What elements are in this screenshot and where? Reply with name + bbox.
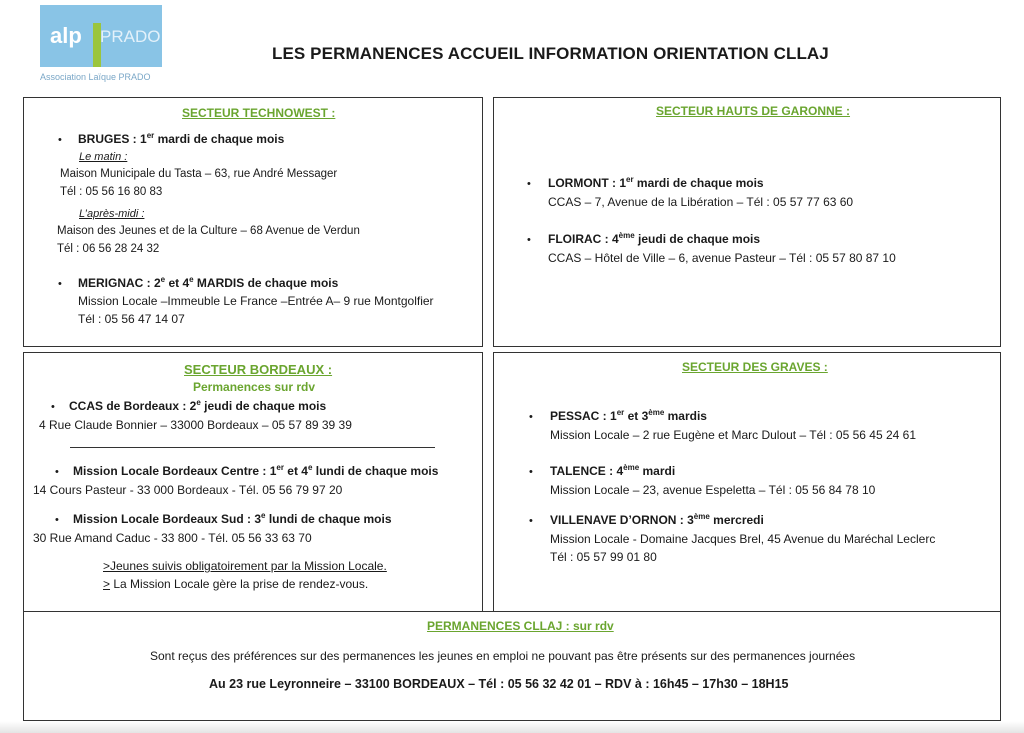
- cllaj-address: Au 23 rue Leyronneire – 33100 BORDEAUX – Tél : 05 56 32 42 01 – RDV à : 16h45 – 17h30 – 18H15: [209, 677, 789, 691]
- bullet-icon: •: [527, 234, 531, 246]
- technowest-header: SECTEUR TECHNOWEST :: [182, 106, 336, 120]
- logo-association-text: Association Laïque PRADO: [40, 72, 151, 82]
- logo-alp-text: alp: [50, 23, 82, 48]
- logo-prado-text: PRADO: [100, 27, 161, 46]
- villenave-heading: VILLENAVE D’ORNON : 3ème mercredi: [550, 512, 764, 527]
- mission-locale-centre-address: 14 Cours Pasteur - 33 000 Bordeaux - Tél. 05 56 79 97 20: [33, 483, 343, 497]
- bullet-icon: •: [51, 401, 55, 413]
- lormont-address: CCAS – 7, Avenue de la Libération – Tél : 05 57 77 63 60: [548, 195, 854, 209]
- bullet-icon: •: [58, 134, 62, 146]
- apres-midi-tel: Tél : 06 56 28 24 32: [57, 243, 160, 255]
- note-jeunes-suivis: >Jeunes suivis obligatoirement par la Mission Locale.: [103, 559, 387, 573]
- merignac-tel: Tél : 05 56 47 14 07: [78, 312, 185, 326]
- bullet-icon: •: [55, 466, 59, 478]
- bruges-heading: BRUGES : 1er mardi de chaque mois: [78, 131, 285, 146]
- villenave-tel: Tél : 05 57 99 01 80: [550, 550, 657, 564]
- floirac-heading: FLOIRAC : 4ème jeudi de chaque mois: [548, 231, 761, 246]
- merignac-heading: MERIGNAC : 2e et 4e MARDIS de chaque mois: [78, 275, 339, 290]
- mission-locale-sud-heading: Mission Locale Bordeaux Sud : 3e lundi de chaque mois: [73, 511, 392, 526]
- hauts-de-garonne-box: [493, 97, 1001, 347]
- bullet-icon: •: [527, 178, 531, 190]
- divider: [70, 447, 435, 448]
- bullet-icon: •: [55, 514, 59, 526]
- bordeaux-header: SECTEUR BORDEAUX :: [184, 362, 333, 377]
- ccas-bordeaux-address: 4 Rue Claude Bonnier – 33000 Bordeaux – 05 57 89 39 39: [39, 418, 352, 432]
- floirac-address: CCAS – Hôtel de Ville – 6, avenue Pasteur – Tél : 05 57 80 87 10: [548, 251, 896, 265]
- merignac-address: Mission Locale –Immeuble Le France –Entrée A– 9 rue Montgolfier: [78, 294, 434, 308]
- matin-label: Le matin :: [79, 151, 128, 163]
- apres-midi-label: L’après-midi :: [79, 208, 145, 220]
- ccas-bordeaux-heading: CCAS de Bordeaux : 2e jeudi de chaque mois: [69, 398, 327, 413]
- alp-prado-logo: [40, 5, 162, 83]
- page-title: LES PERMANENCES ACCUEIL INFORMATION ORIENTATION CLLAJ: [272, 44, 829, 63]
- matin-address: Maison Municipale du Tasta – 63, rue André Messager: [60, 168, 338, 180]
- bullet-icon: •: [529, 411, 533, 423]
- villenave-address: Mission Locale - Domaine Jacques Brel, 45 Avenue du Maréchal Leclerc: [550, 532, 936, 546]
- mission-locale-sud-address: 30 Rue Amand Caduc - 33 800 - Tél. 05 56 33 63 70: [33, 531, 312, 545]
- matin-tel: Tél : 05 56 16 80 83: [60, 186, 163, 198]
- hauts-de-garonne-header: SECTEUR HAUTS DE GARONNE :: [656, 104, 851, 118]
- bullet-icon: •: [529, 515, 533, 527]
- mission-locale-centre-heading: Mission Locale Bordeaux Centre : 1er et 4e lundi de chaque mois: [73, 463, 439, 478]
- note-mission-locale: > La Mission Locale gère la prise de rendez-vous.: [103, 577, 369, 591]
- bullet-icon: •: [58, 278, 62, 290]
- apres-midi-address: Maison des Jeunes et de la Culture – 68 Avenue de Verdun: [57, 225, 360, 237]
- bordeaux-subheader: Permanences sur rdv: [193, 380, 316, 394]
- pessac-heading: PESSAC : 1er et 3ème mardis: [550, 408, 707, 423]
- page-edge-shadow: [0, 721, 1024, 733]
- pessac-address: Mission Locale – 2 rue Eugène et Marc Dulout – Tél : 05 56 45 24 61: [550, 428, 917, 442]
- cllaj-header: PERMANENCES CLLAJ : sur rdv: [427, 619, 614, 633]
- lormont-heading: LORMONT : 1er mardi de chaque mois: [548, 175, 764, 190]
- cllaj-description: Sont reçus des préférences sur des permanences les jeunes en emploi ne pouvant pas être présents sur des permanences journées: [150, 649, 856, 663]
- bullet-icon: •: [529, 466, 533, 478]
- talence-address: Mission Locale – 23, avenue Espeletta – Tél : 05 56 84 78 10: [550, 483, 876, 497]
- graves-header: SECTEUR DES GRAVES :: [682, 360, 828, 374]
- graves-box: [493, 352, 1001, 612]
- talence-heading: TALENCE : 4ème mardi: [550, 463, 676, 478]
